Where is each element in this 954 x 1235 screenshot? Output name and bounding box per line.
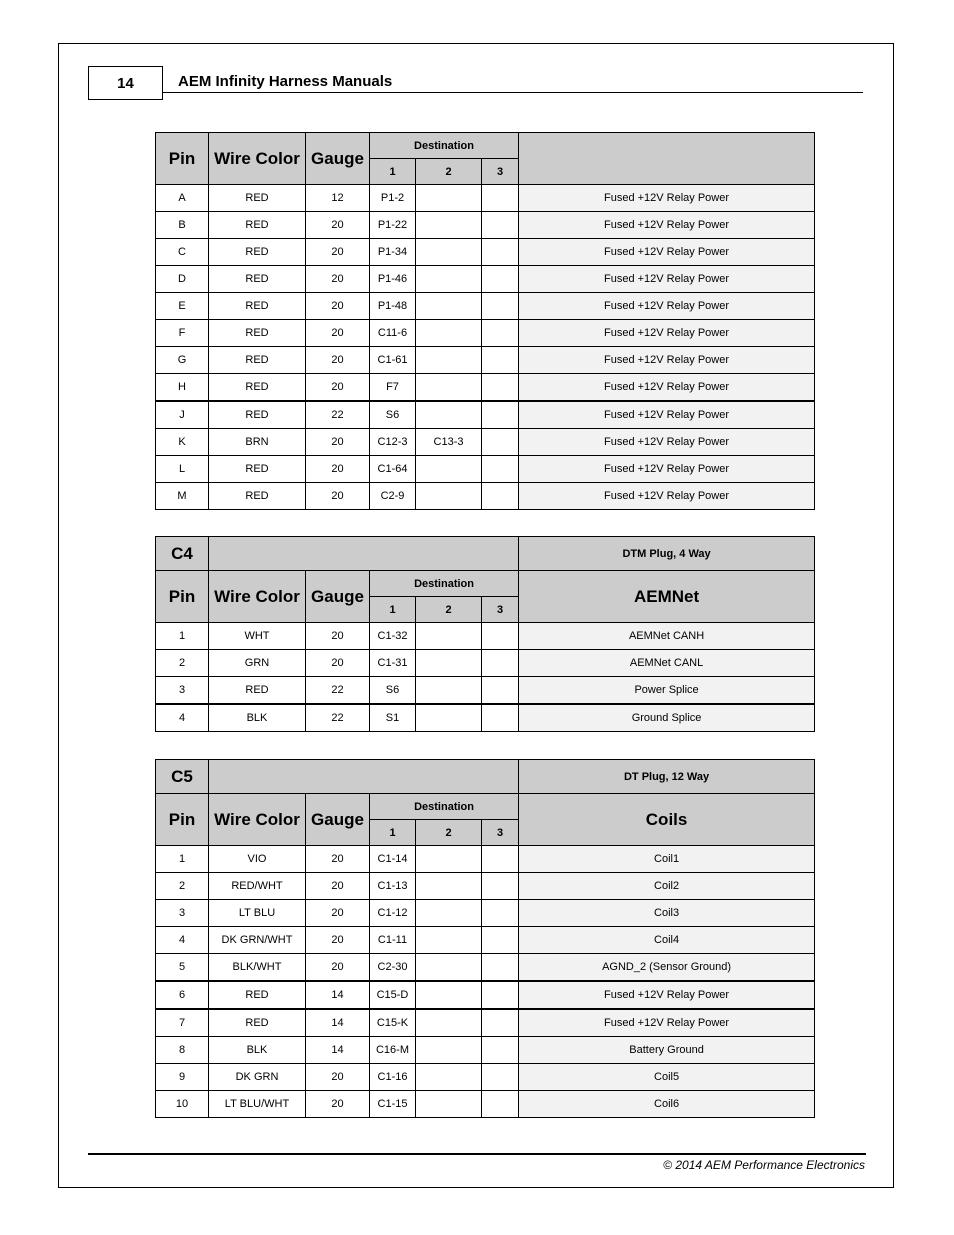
function-header: AEMNet bbox=[519, 571, 815, 623]
gauge-cell: 20 bbox=[306, 456, 370, 483]
pinout-table-1 bbox=[155, 132, 815, 510]
gauge-cell: 20 bbox=[306, 846, 370, 873]
pin-cell: 1 bbox=[156, 846, 209, 873]
pin-cell: 3 bbox=[156, 900, 209, 927]
destination-2-cell bbox=[416, 927, 482, 954]
destination-1-cell: S6 bbox=[370, 401, 416, 429]
destination-1-cell: P1-22 bbox=[370, 212, 416, 239]
table-row bbox=[156, 293, 815, 320]
destination-1-cell: P1-34 bbox=[370, 239, 416, 266]
pin-cell: F bbox=[156, 320, 209, 347]
destination-1-header: 1 bbox=[370, 820, 416, 846]
wire-color-cell: BLK bbox=[209, 704, 306, 732]
gauge-cell: 20 bbox=[306, 873, 370, 900]
destination-2-cell bbox=[416, 266, 482, 293]
wire-color-cell: RED bbox=[209, 212, 306, 239]
destination-3-cell bbox=[482, 900, 519, 927]
destination-3-cell bbox=[482, 677, 519, 705]
wire-color-cell: RED bbox=[209, 293, 306, 320]
table-row bbox=[156, 1037, 815, 1064]
pin-cell: H bbox=[156, 374, 209, 402]
gauge-header: Gauge bbox=[306, 571, 370, 623]
wire-color-cell: RED bbox=[209, 347, 306, 374]
destination-3-header: 3 bbox=[482, 159, 519, 185]
destination-3-cell bbox=[482, 185, 519, 212]
pin-cell: 8 bbox=[156, 1037, 209, 1064]
wire-color-cell: LT BLU/WHT bbox=[209, 1091, 306, 1118]
function-cell: Fused +12V Relay Power bbox=[519, 347, 815, 374]
destination-2-cell bbox=[416, 677, 482, 705]
destination-3-cell bbox=[482, 873, 519, 900]
pin-cell: 9 bbox=[156, 1064, 209, 1091]
gauge-header: Gauge bbox=[306, 133, 370, 185]
function-cell: Fused +12V Relay Power bbox=[519, 483, 815, 510]
pin-cell: 1 bbox=[156, 623, 209, 650]
function-header: Coils bbox=[519, 794, 815, 846]
pin-cell: 2 bbox=[156, 650, 209, 677]
page-title: AEM Infinity Harness Manuals bbox=[178, 73, 393, 90]
destination-3-cell bbox=[482, 704, 519, 732]
wire-color-cell: RED bbox=[209, 320, 306, 347]
destination-3-cell bbox=[482, 927, 519, 954]
destination-1-cell: C1-14 bbox=[370, 846, 416, 873]
table-row bbox=[156, 900, 815, 927]
function-cell: Coil6 bbox=[519, 1091, 815, 1118]
destination-1-cell: C15-D bbox=[370, 981, 416, 1009]
destination-2-cell bbox=[416, 239, 482, 266]
gauge-header: Gauge bbox=[306, 794, 370, 846]
destination-header: Destination bbox=[370, 794, 519, 820]
footer-copyright: © 2014 AEM Performance Electronics bbox=[663, 1158, 865, 1172]
destination-3-cell bbox=[482, 846, 519, 873]
destination-2-cell bbox=[416, 981, 482, 1009]
pin-cell: A bbox=[156, 185, 209, 212]
destination-1-cell: C12-3 bbox=[370, 429, 416, 456]
pinout-table-c5 bbox=[155, 759, 815, 1118]
gauge-cell: 20 bbox=[306, 483, 370, 510]
destination-2-header: 2 bbox=[416, 820, 482, 846]
function-cell: Fused +12V Relay Power bbox=[519, 212, 815, 239]
destination-1-cell: C2-30 bbox=[370, 954, 416, 982]
destination-3-header: 3 bbox=[482, 597, 519, 623]
function-cell: Fused +12V Relay Power bbox=[519, 429, 815, 456]
destination-2-cell bbox=[416, 1091, 482, 1118]
pin-header: Pin bbox=[156, 133, 209, 185]
gauge-cell: 20 bbox=[306, 320, 370, 347]
pin-cell: 3 bbox=[156, 677, 209, 705]
function-cell: Fused +12V Relay Power bbox=[519, 456, 815, 483]
page-number: 14 bbox=[88, 66, 163, 100]
table-row bbox=[156, 873, 815, 900]
function-cell: Battery Ground bbox=[519, 1037, 815, 1064]
table-row bbox=[156, 1064, 815, 1091]
function-header bbox=[519, 133, 815, 185]
destination-2-cell bbox=[416, 954, 482, 982]
gauge-cell: 20 bbox=[306, 954, 370, 982]
destination-1-cell: C1-64 bbox=[370, 456, 416, 483]
destination-header: Destination bbox=[370, 133, 519, 159]
destination-2-cell bbox=[416, 483, 482, 510]
wire-color-cell: RED bbox=[209, 981, 306, 1009]
pin-header: Pin bbox=[156, 794, 209, 846]
gauge-cell: 20 bbox=[306, 1064, 370, 1091]
destination-3-cell bbox=[482, 1037, 519, 1064]
pin-header: Pin bbox=[156, 571, 209, 623]
destination-3-cell bbox=[482, 239, 519, 266]
destination-2-header: 2 bbox=[416, 159, 482, 185]
pin-cell: B bbox=[156, 212, 209, 239]
wire-color-cell: DK GRN bbox=[209, 1064, 306, 1091]
pin-cell: 7 bbox=[156, 1009, 209, 1037]
connector-id: C4 bbox=[156, 537, 209, 571]
table-row bbox=[156, 650, 815, 677]
function-cell: Fused +12V Relay Power bbox=[519, 293, 815, 320]
function-cell: AEMNet CANL bbox=[519, 650, 815, 677]
destination-2-cell bbox=[416, 347, 482, 374]
destination-3-cell bbox=[482, 1064, 519, 1091]
destination-1-cell: C2-9 bbox=[370, 483, 416, 510]
destination-2-cell bbox=[416, 900, 482, 927]
wire-color-cell: RED bbox=[209, 677, 306, 705]
table-row bbox=[156, 704, 815, 732]
gauge-cell: 20 bbox=[306, 266, 370, 293]
gauge-cell: 22 bbox=[306, 704, 370, 732]
pin-cell: 4 bbox=[156, 927, 209, 954]
function-cell: Coil2 bbox=[519, 873, 815, 900]
function-cell: Fused +12V Relay Power bbox=[519, 320, 815, 347]
destination-1-header: 1 bbox=[370, 597, 416, 623]
destination-2-cell bbox=[416, 212, 482, 239]
wire-color-cell: DK GRN/WHT bbox=[209, 927, 306, 954]
destination-1-cell: C1-31 bbox=[370, 650, 416, 677]
destination-2-cell bbox=[416, 293, 482, 320]
function-cell: AGND_2 (Sensor Ground) bbox=[519, 954, 815, 982]
destination-1-cell: C1-16 bbox=[370, 1064, 416, 1091]
function-cell: Fused +12V Relay Power bbox=[519, 401, 815, 429]
table-row bbox=[156, 212, 815, 239]
wire-color-cell: RED bbox=[209, 401, 306, 429]
destination-3-cell bbox=[482, 320, 519, 347]
pin-cell: J bbox=[156, 401, 209, 429]
connector-spacer bbox=[209, 760, 519, 794]
pin-cell: M bbox=[156, 483, 209, 510]
destination-2-cell bbox=[416, 704, 482, 732]
function-cell: Coil4 bbox=[519, 927, 815, 954]
destination-1-cell: C1-61 bbox=[370, 347, 416, 374]
function-cell: Fused +12V Relay Power bbox=[519, 239, 815, 266]
function-cell: Coil3 bbox=[519, 900, 815, 927]
pin-cell: 2 bbox=[156, 873, 209, 900]
destination-3-cell bbox=[482, 456, 519, 483]
table-row bbox=[156, 374, 815, 402]
pin-cell: 10 bbox=[156, 1091, 209, 1118]
wire-color-cell: RED bbox=[209, 239, 306, 266]
gauge-cell: 20 bbox=[306, 347, 370, 374]
table-row bbox=[156, 927, 815, 954]
destination-3-cell bbox=[482, 293, 519, 320]
pinout-table-c4 bbox=[155, 536, 815, 732]
table-row bbox=[156, 954, 815, 982]
function-cell: Power Splice bbox=[519, 677, 815, 705]
destination-1-cell: C16-M bbox=[370, 1037, 416, 1064]
table-row bbox=[156, 981, 815, 1009]
pin-cell: K bbox=[156, 429, 209, 456]
pin-cell: 4 bbox=[156, 704, 209, 732]
connector-id: C5 bbox=[156, 760, 209, 794]
wire-color-cell: BLK/WHT bbox=[209, 954, 306, 982]
destination-2-cell bbox=[416, 1064, 482, 1091]
gauge-cell: 14 bbox=[306, 981, 370, 1009]
function-cell: Fused +12V Relay Power bbox=[519, 185, 815, 212]
pin-cell: 5 bbox=[156, 954, 209, 982]
wire-color-cell: RED bbox=[209, 266, 306, 293]
function-cell: Coil1 bbox=[519, 846, 815, 873]
destination-2-cell bbox=[416, 1009, 482, 1037]
destination-1-cell: C1-11 bbox=[370, 927, 416, 954]
destination-1-cell: P1-2 bbox=[370, 185, 416, 212]
wire-color-cell: RED/WHT bbox=[209, 873, 306, 900]
table-row bbox=[156, 623, 815, 650]
wire-color-cell: RED bbox=[209, 456, 306, 483]
wire-color-header: Wire Color bbox=[209, 794, 306, 846]
gauge-cell: 20 bbox=[306, 623, 370, 650]
wire-color-cell: RED bbox=[209, 483, 306, 510]
destination-2-cell bbox=[416, 374, 482, 402]
function-cell: Fused +12V Relay Power bbox=[519, 1009, 815, 1037]
function-cell: Fused +12V Relay Power bbox=[519, 981, 815, 1009]
gauge-cell: 22 bbox=[306, 677, 370, 705]
wire-color-cell: RED bbox=[209, 1009, 306, 1037]
footer-divider bbox=[88, 1153, 866, 1155]
destination-2-cell bbox=[416, 623, 482, 650]
destination-3-cell bbox=[482, 1009, 519, 1037]
destination-1-cell: C15-K bbox=[370, 1009, 416, 1037]
table-row bbox=[156, 401, 815, 429]
destination-2-cell bbox=[416, 456, 482, 483]
function-cell: Ground Splice bbox=[519, 704, 815, 732]
destination-3-cell bbox=[482, 401, 519, 429]
gauge-cell: 20 bbox=[306, 650, 370, 677]
table-row bbox=[156, 846, 815, 873]
pin-cell: 6 bbox=[156, 981, 209, 1009]
destination-3-cell bbox=[482, 347, 519, 374]
plug-type: DT Plug, 12 Way bbox=[519, 760, 815, 794]
function-cell: Fused +12V Relay Power bbox=[519, 374, 815, 402]
destination-header: Destination bbox=[370, 571, 519, 597]
destination-2-cell bbox=[416, 873, 482, 900]
wire-color-cell: BRN bbox=[209, 429, 306, 456]
destination-3-cell bbox=[482, 1091, 519, 1118]
pin-cell: D bbox=[156, 266, 209, 293]
destination-3-cell bbox=[482, 981, 519, 1009]
pin-cell: C bbox=[156, 239, 209, 266]
destination-2-cell bbox=[416, 846, 482, 873]
pin-cell: G bbox=[156, 347, 209, 374]
destination-1-cell: S1 bbox=[370, 704, 416, 732]
wire-color-cell: LT BLU bbox=[209, 900, 306, 927]
destination-2-cell bbox=[416, 185, 482, 212]
table-row bbox=[156, 239, 815, 266]
destination-1-cell: C1-15 bbox=[370, 1091, 416, 1118]
destination-1-cell: C11-6 bbox=[370, 320, 416, 347]
gauge-cell: 22 bbox=[306, 401, 370, 429]
wire-color-header: Wire Color bbox=[209, 133, 306, 185]
wire-color-header: Wire Color bbox=[209, 571, 306, 623]
header-divider bbox=[162, 92, 863, 93]
table-row bbox=[156, 347, 815, 374]
wire-color-cell: VIO bbox=[209, 846, 306, 873]
destination-3-cell bbox=[482, 483, 519, 510]
table-row bbox=[156, 1091, 815, 1118]
destination-1-cell: P1-48 bbox=[370, 293, 416, 320]
gauge-cell: 20 bbox=[306, 293, 370, 320]
gauge-cell: 20 bbox=[306, 1091, 370, 1118]
destination-2-header: 2 bbox=[416, 597, 482, 623]
table-row bbox=[156, 185, 815, 212]
destination-2-cell: C13-3 bbox=[416, 429, 482, 456]
wire-color-cell: WHT bbox=[209, 623, 306, 650]
connector-spacer bbox=[209, 537, 519, 571]
destination-2-cell bbox=[416, 650, 482, 677]
destination-2-cell bbox=[416, 320, 482, 347]
destination-1-cell: F7 bbox=[370, 374, 416, 402]
table-row bbox=[156, 483, 815, 510]
destination-3-cell bbox=[482, 212, 519, 239]
gauge-cell: 20 bbox=[306, 374, 370, 402]
gauge-cell: 14 bbox=[306, 1037, 370, 1064]
destination-1-cell: C1-12 bbox=[370, 900, 416, 927]
gauge-cell: 20 bbox=[306, 900, 370, 927]
destination-3-cell bbox=[482, 429, 519, 456]
function-cell: Coil5 bbox=[519, 1064, 815, 1091]
wire-color-cell: RED bbox=[209, 374, 306, 402]
destination-3-cell bbox=[482, 374, 519, 402]
destination-2-cell bbox=[416, 401, 482, 429]
pin-cell: E bbox=[156, 293, 209, 320]
gauge-cell: 14 bbox=[306, 1009, 370, 1037]
table-row bbox=[156, 429, 815, 456]
table-row bbox=[156, 677, 815, 705]
wire-color-cell: BLK bbox=[209, 1037, 306, 1064]
destination-1-cell: C1-13 bbox=[370, 873, 416, 900]
table-row bbox=[156, 1009, 815, 1037]
destination-3-cell bbox=[482, 266, 519, 293]
function-cell: AEMNet CANH bbox=[519, 623, 815, 650]
table-row bbox=[156, 266, 815, 293]
table-row bbox=[156, 320, 815, 347]
destination-1-cell: C1-32 bbox=[370, 623, 416, 650]
function-cell: Fused +12V Relay Power bbox=[519, 266, 815, 293]
wire-color-cell: RED bbox=[209, 185, 306, 212]
destination-1-header: 1 bbox=[370, 159, 416, 185]
gauge-cell: 20 bbox=[306, 212, 370, 239]
pin-cell: L bbox=[156, 456, 209, 483]
gauge-cell: 20 bbox=[306, 239, 370, 266]
table-row bbox=[156, 456, 815, 483]
destination-2-cell bbox=[416, 1037, 482, 1064]
plug-type: DTM Plug, 4 Way bbox=[519, 537, 815, 571]
destination-3-header: 3 bbox=[482, 820, 519, 846]
destination-3-cell bbox=[482, 954, 519, 982]
gauge-cell: 12 bbox=[306, 185, 370, 212]
destination-3-cell bbox=[482, 650, 519, 677]
gauge-cell: 20 bbox=[306, 927, 370, 954]
wire-color-cell: GRN bbox=[209, 650, 306, 677]
destination-1-cell: P1-46 bbox=[370, 266, 416, 293]
gauge-cell: 20 bbox=[306, 429, 370, 456]
destination-3-cell bbox=[482, 623, 519, 650]
destination-1-cell: S6 bbox=[370, 677, 416, 705]
